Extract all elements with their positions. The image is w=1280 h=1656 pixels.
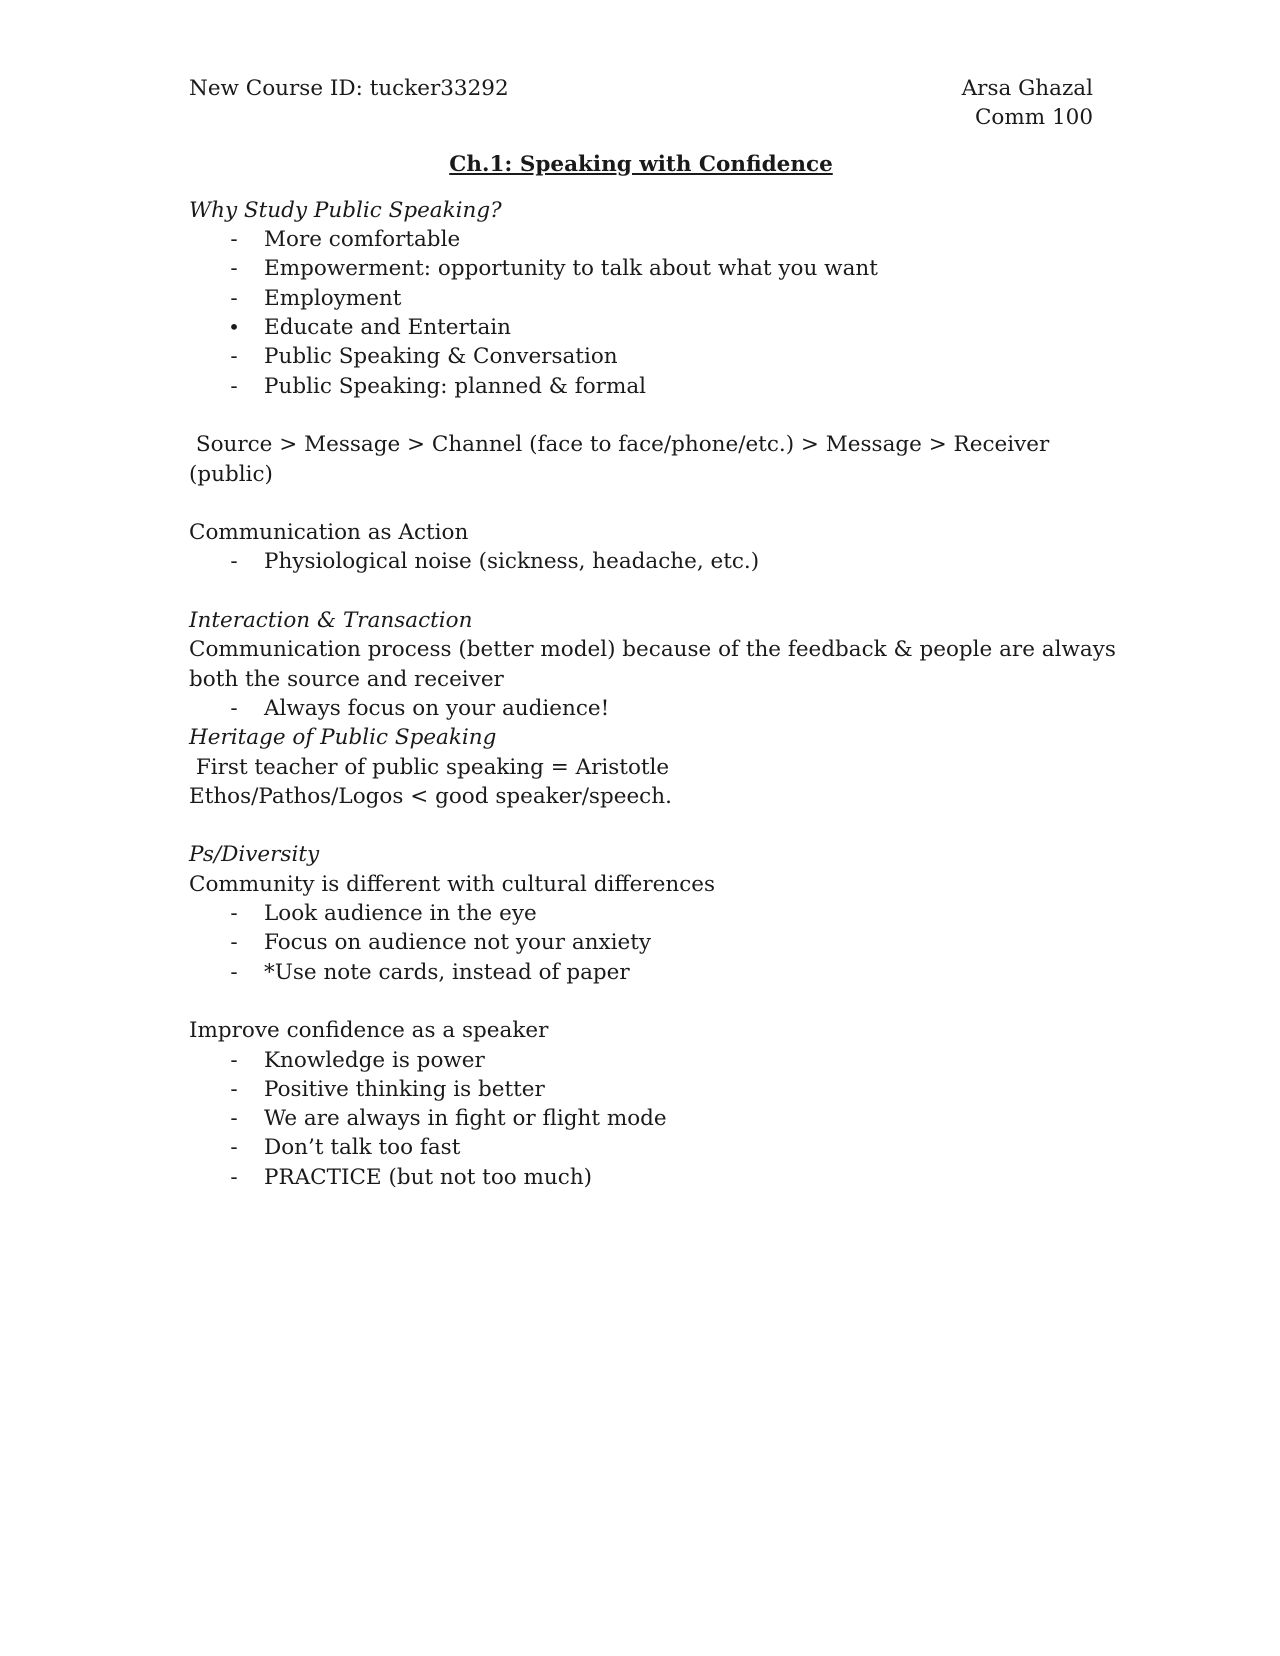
interaction-heading: Interaction & Transaction	[189, 608, 473, 634]
list-item-text: Empowerment: opportunity to talk about what you want	[264, 256, 878, 282]
list-item	[189, 1046, 1093, 1075]
list-marker: -	[230, 549, 238, 575]
list-item-text: Don’t talk too fast	[264, 1135, 461, 1161]
list-item-text: Employment	[264, 285, 402, 311]
list-marker: -	[230, 1106, 238, 1132]
why-study-heading: Why Study Public Speaking?	[189, 197, 502, 223]
page-title: Ch.1: Speaking with Confidence	[449, 151, 833, 177]
list-item	[189, 372, 1093, 401]
course-id: New Course ID: tucker33292	[189, 76, 509, 101]
list-marker: -	[230, 1164, 238, 1190]
list-marker: -	[230, 285, 238, 311]
list-item-text: PRACTICE (but not too much)	[264, 1164, 593, 1190]
list-item	[189, 254, 1093, 283]
spacer	[189, 811, 1093, 840]
list-marker: -	[230, 256, 238, 282]
confidence-heading: Improve confidence as a speaker	[189, 1018, 549, 1044]
list-item-text: Focus on audience not your anxiety	[264, 930, 652, 956]
heritage-line: Ethos/Pathos/Logos < good speaker/speech.	[189, 783, 672, 809]
document-page	[189, 74, 1116, 1192]
list-item	[189, 342, 1093, 371]
list-item-text: *Use note cards, instead of paper	[264, 959, 630, 985]
action-heading: Communication as Action	[189, 520, 469, 546]
list-item-text: Knowledge is power	[264, 1047, 485, 1073]
interaction-paragraph-line: Communication process (better model) because of the feedback & people are always	[189, 637, 1116, 663]
list-marker: -	[230, 901, 238, 927]
list-item-text: Always focus on your audience!	[264, 695, 610, 721]
list-item	[189, 225, 1093, 254]
course-name: Comm 100	[974, 105, 1093, 131]
document-header	[189, 74, 1093, 133]
interaction-paragraph-line: both the source and receiver	[189, 666, 504, 692]
list-item	[189, 958, 1093, 987]
list-item	[189, 1075, 1093, 1104]
list-marker: -	[230, 695, 238, 721]
list-item-text: Physiological noise (sickness, headache, etc.)	[264, 549, 760, 575]
list-item	[189, 928, 1093, 957]
list-item-text: More comfortable	[264, 227, 461, 253]
spacer	[189, 577, 1093, 606]
list-item	[189, 899, 1093, 928]
list-item-text: Look audience in the eye	[264, 901, 537, 927]
list-item-text: Educate and Entertain	[264, 315, 511, 341]
spacer	[189, 401, 1093, 430]
list-marker: •	[228, 315, 240, 340]
author-block	[962, 74, 1093, 133]
confidence-list	[189, 1046, 1093, 1192]
heritage-heading: Heritage of Public Speaking	[189, 725, 497, 751]
list-item-text: Positive thinking is better	[264, 1076, 545, 1102]
list-item	[189, 694, 1093, 723]
list-marker: -	[230, 227, 238, 253]
list-marker: -	[230, 1076, 238, 1102]
list-item-text: Public Speaking: planned & formal	[264, 373, 647, 399]
list-marker: -	[230, 1047, 238, 1073]
spacer	[189, 489, 1093, 518]
list-marker: -	[230, 373, 238, 399]
spacer	[189, 987, 1093, 1016]
list-item-text: We are always in fight or flight mode	[264, 1106, 667, 1132]
list-marker: -	[230, 930, 238, 956]
list-item	[189, 284, 1093, 313]
communication-model-line: (public)	[189, 461, 273, 487]
list-marker: -	[230, 344, 238, 370]
author-name: Arsa Ghazal	[961, 76, 1093, 101]
diversity-heading: Ps/Diversity	[189, 842, 320, 868]
list-item	[189, 1104, 1093, 1133]
list-marker: -	[230, 1135, 238, 1161]
list-item	[189, 1163, 1093, 1192]
action-list	[189, 547, 1093, 576]
diversity-list	[189, 899, 1093, 987]
list-item	[189, 1133, 1093, 1162]
interaction-list	[189, 694, 1093, 723]
why-study-list	[189, 225, 1093, 401]
communication-model-line: Source > Message > Channel (face to face/phone/etc.) > Message > Receiver	[189, 432, 1050, 458]
heritage-line: First teacher of public speaking = Aristotle	[189, 754, 670, 780]
list-marker: -	[230, 959, 238, 985]
diversity-line: Community is different with cultural differences	[189, 871, 716, 897]
list-item	[189, 547, 1093, 576]
list-item	[189, 313, 1093, 342]
list-item-text: Public Speaking & Conversation	[264, 344, 618, 370]
